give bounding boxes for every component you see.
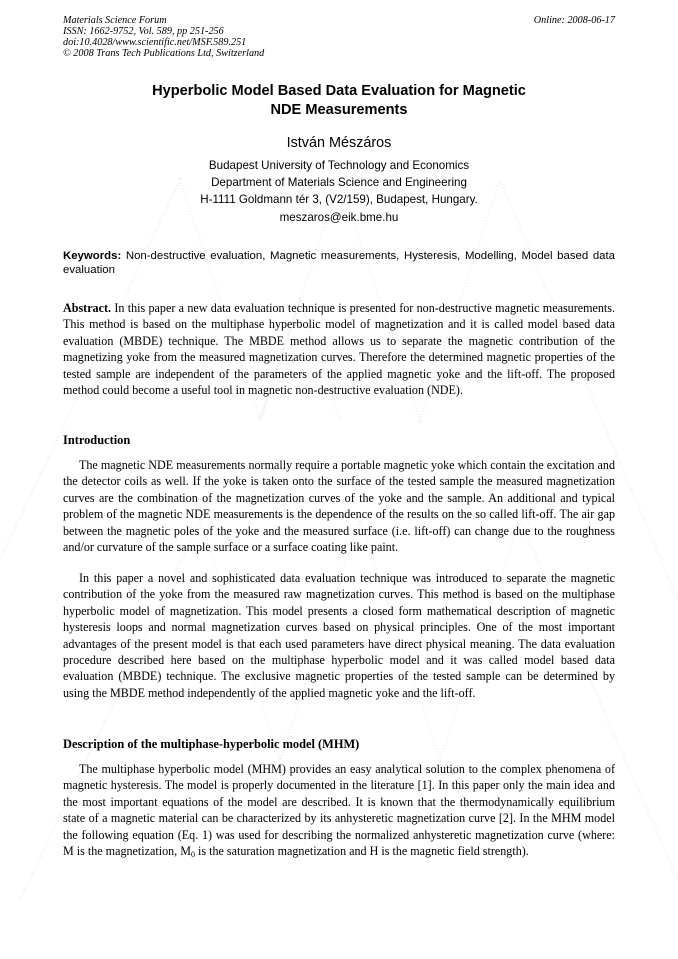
affiliation-address: H-1111 Goldmann tér 3, (V2/159), Budapest, Hungary. (200, 193, 478, 207)
introduction-paragraph-2: In this paper a novel and sophisticated data evaluation technique was introduced to separate the magnetic contribution of the yoke from the measured raw magnetization curves. This method is based on the multiphase hyperbolic model of magnetization. This model presents a closed form mathematical description of magnetic hysteresis loops and normal magnetization curves based on physical principles. One of the most important advantages of the present model is that each used parameters have direct physical meaning. The data evaluation procedure described here based on the multiphase hyperbolic model and it was called model based data evaluation (MBDE) technique. The exclusive magnetic properties of the tested sample can be determined by using the MBDE method independently of the applied magnetic yoke and the lift-off. (63, 571, 615, 700)
title-line-1: Hyperbolic Model Based Data Evaluation for Magnetic (152, 83, 526, 99)
introduction-paragraph-1: The magnetic NDE measurements normally require a portable magnetic yoke which contain the excitation and the detector coils as well. If the yoke is taken onto the surface of the tested sample the measured magnetization curves are the combination of the magnetization curves of the yoke and the sample. An additional and typical problem of the magnetic NDE measurements is the dependence of the results on the so called lift-off. The air gap between the magnetic poles of the yoke and the measured surface (i.e. lift-off) can change due to the roughness and/or curvature of the sample surface or a surface coating like paint. (63, 458, 615, 555)
mhm-paragraph-1 (63, 761, 615, 859)
abstract-text: In this paper a new data evaluation technique is presented for non-destructive magnetic measurements. This method is based on the multiphase hyperbolic model of magnetization and it is called model based data evaluation (MBDE) technique. The MBDE method allows us to separate the magnetic contribution of the magnetizing yoke from the measured magnetization curves. Therefore the determined magnetic properties of the tested sample are independent of the parameters of the applied magnetic yoke and the lift-off. The proposed method could become a useful tool in magnetic non-destructive evaluation (NDE). (63, 301, 615, 398)
journal-header (63, 15, 264, 59)
keywords (63, 250, 615, 277)
author-name: István Mészáros (286, 135, 392, 151)
doi-line[interactable]: doi:10.4028/www.scientific.net/MSF.589.251 (63, 37, 247, 48)
issn-line: ISSN: 1662-9752, Vol. 589, pp 251-256 (63, 26, 224, 37)
subscript-zero: 0 (190, 850, 195, 860)
section-heading-mhm: Description of the multiphase-hyperbolic model (MHM) (63, 737, 360, 751)
keywords-label: Keywords: (63, 250, 122, 262)
mhm-paragraph-text: The multiphase hyperbolic model (MHM) provides an easy analytical solution to the complex phenomena of magnetic hysteresis. The model is properly documented in the literature [1]. In this paper only the main idea and the most important equations of the model are described. It is known that the thermodynamically equilibrium state of a magnetic material can be characterized by its anhysteretic magnetization curve [2]. In the MHM model the following equation (Eq. 1) was used for describing the normalized anhysteretic magnetization curve (where: M is the magnetization, M (63, 762, 615, 859)
abstract-label: Abstract. (63, 301, 112, 315)
section-heading-introduction: Introduction (63, 433, 131, 447)
title-line-2: NDE Measurements (270, 102, 408, 118)
online-date: Online: 2008-06-17 (533, 15, 615, 26)
author-email[interactable]: meszaros@eik.bme.hu (279, 210, 399, 224)
keywords-text: Non-destructive evaluation, Magnetic measurements, Hysteresis, Modelling, Model based data evaluation (63, 250, 615, 276)
copyright-line: © 2008 Trans Tech Publications Ltd, Switzerland (63, 48, 265, 59)
affiliation-department: Department of Materials Science and Engineering (211, 176, 467, 190)
mhm-paragraph-tail: is the saturation magnetization and H is the magnetic field strength). (194, 844, 529, 859)
abstract (63, 300, 615, 398)
journal-name: Materials Science Forum (63, 15, 167, 26)
affiliation-block (63, 157, 615, 226)
paper-title (63, 82, 615, 120)
affiliation-university: Budapest University of Technology and Economics (208, 159, 470, 172)
